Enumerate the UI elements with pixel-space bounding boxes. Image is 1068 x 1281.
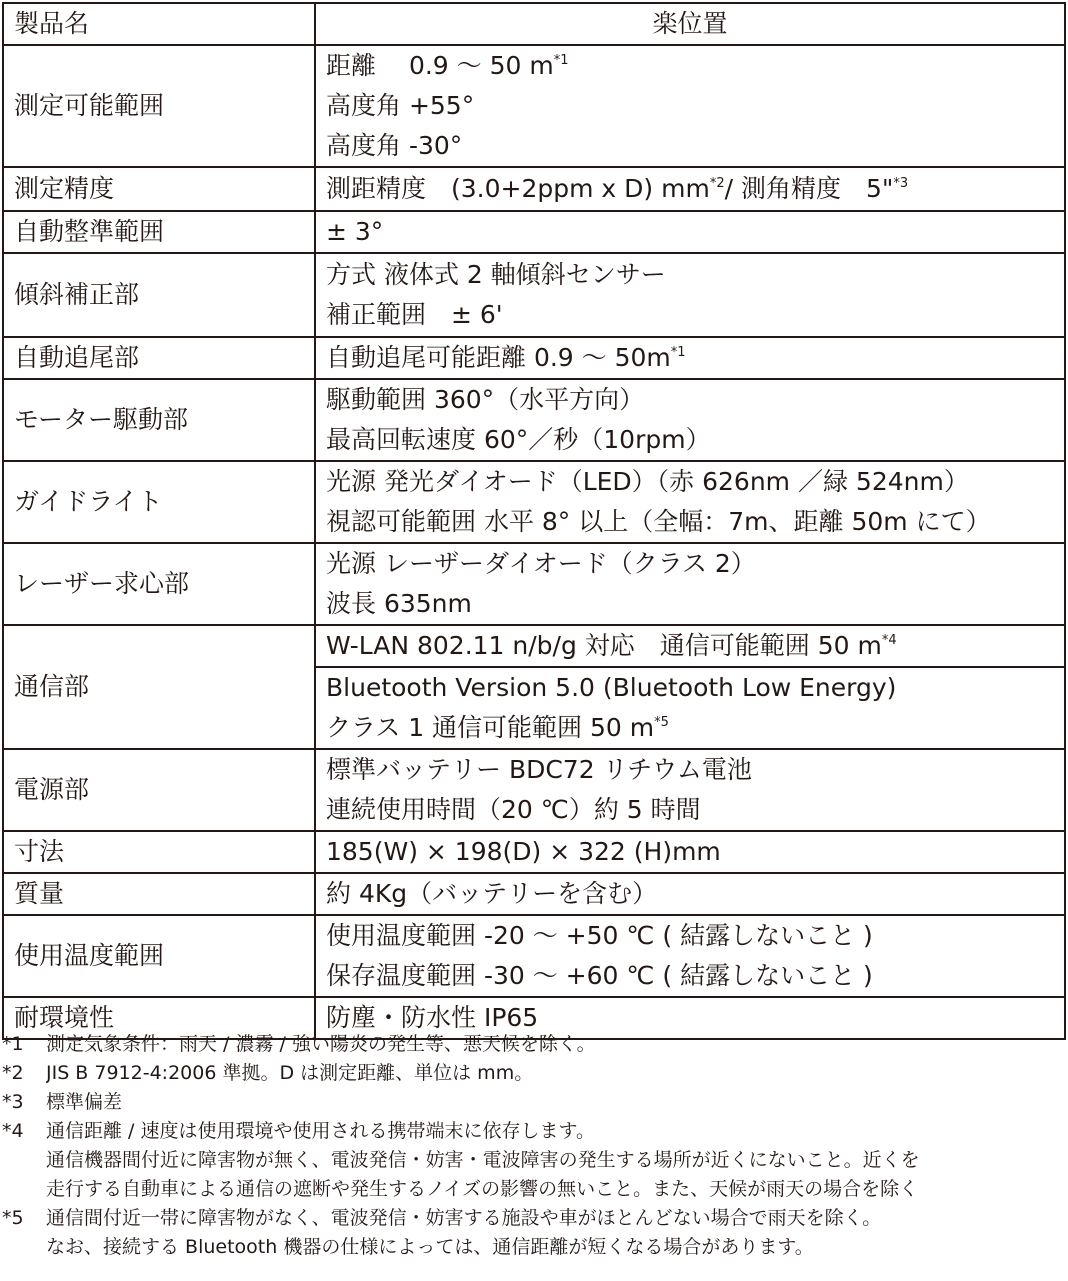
table-row — [3, 831, 1065, 873]
footnote-text: 通信距離 / 速度は使用環境や使用される携帯端末に依存します。 — [46, 1120, 595, 1142]
row-label: 測定精度 — [3, 167, 315, 211]
value-line: 波長 635nm — [326, 589, 472, 618]
footnote-ref: *3 — [893, 176, 909, 191]
row-label: 電源部 — [3, 749, 315, 831]
row-label: モーター駆動部 — [3, 379, 315, 461]
footnote — [2, 1059, 1066, 1088]
value-line: 最高回転速度 60°／秒（10rpm） — [326, 425, 711, 454]
row-label: 質量 — [3, 873, 315, 915]
table-row — [3, 337, 1065, 379]
footnote-ref: *2 — [709, 176, 725, 191]
table-row — [3, 211, 1065, 253]
footnote-text: なお、接続する Bluetooth 機器の仕様によっては、通信距離が短くなる場合があります。 — [46, 1236, 814, 1258]
table-row — [3, 915, 1065, 997]
row-value — [315, 461, 1065, 543]
value-line: 駆動範囲 360°（水平方向） — [326, 385, 645, 414]
value-line: クラス 1 通信可能範囲 50 $m^{*5}$ — [326, 713, 669, 742]
value-line: 高度角 -30° — [326, 131, 463, 160]
table-row — [3, 253, 1065, 337]
footnote-mark: *5 — [2, 1207, 24, 1229]
value-line: 連続使用時間（20 ℃）約 5 時間 — [326, 795, 701, 824]
row-value — [315, 749, 1065, 831]
footnote-ref: *4 — [881, 633, 897, 648]
value-line: 光源 発光ダイオード（LED）（赤 626nm ／緑 524nm） — [326, 467, 969, 496]
spec-table — [2, 2, 1066, 1040]
footnote-text: 通信間付近一帯に障害物がなく、電波発信・妨害する施設や車がほとんどない場合で雨天を除く。 — [46, 1207, 882, 1229]
row-value — [315, 167, 1065, 211]
footnote — [2, 1204, 1066, 1233]
value-line: 保存温度範囲 -30 ～ +60 ℃ ( 結露しないこと ) — [326, 961, 873, 990]
table-header-row — [3, 3, 1065, 45]
row-label: 自動整準範囲 — [3, 211, 315, 253]
row-value — [315, 873, 1065, 915]
row-value — [315, 831, 1065, 873]
footnote — [2, 1088, 1066, 1117]
value-line: 補正範囲 ± 6' — [326, 300, 503, 329]
header-label: 製品名 — [3, 3, 315, 45]
value-line: 防塵・防水性 IP65 — [326, 1003, 539, 1032]
footnote-text: 通信機器間付近に障害物が無く、電波発信・妨害・電波障害の発生する場所が近くにないこと。近くを — [46, 1149, 920, 1171]
footnotes — [2, 1030, 1066, 1262]
row-label: 自動追尾部 — [3, 337, 315, 379]
footnote-ref: *1 — [670, 345, 686, 360]
row-label: ガイドライト — [3, 461, 315, 543]
footnote-mark — [2, 1175, 46, 1204]
row-value-wlan — [315, 625, 1065, 667]
value-line: 距離 0.9 ～ 50 $m^{*1}$ — [326, 51, 569, 80]
footnote — [2, 1233, 1066, 1262]
table-row — [3, 749, 1065, 831]
table-row — [3, 873, 1065, 915]
row-label: 傾斜補正部 — [3, 253, 315, 337]
value-line: 使用温度範囲 -20 ～ +50 ℃ ( 結露しないこと ) — [326, 921, 873, 950]
value-line: 自動追尾可能距離 0.9 ～ $50m^{*1}$ — [326, 343, 686, 372]
footnote — [2, 1175, 1066, 1204]
table-row — [3, 45, 1065, 167]
table-row — [3, 543, 1065, 625]
row-value — [315, 337, 1065, 379]
footnote-mark: *1 — [2, 1033, 24, 1055]
row-label: 耐環境性 — [3, 997, 315, 1039]
value-line: 測距精度 (3.0+2ppm x D) $mm^{*2}/$ 測角精度 5"$^{*3}$ — [326, 174, 909, 203]
footnote-text: 標準偏差 — [46, 1091, 123, 1113]
row-value — [315, 379, 1065, 461]
footnote — [2, 1117, 1066, 1146]
footnote-text: JIS B 7912-4:2006 準拠。D は測定距離、単位は mm。 — [46, 1062, 534, 1084]
footnote-ref: *5 — [654, 715, 669, 730]
row-value — [315, 543, 1065, 625]
footnote-mark — [2, 1233, 46, 1262]
footnote-mark — [2, 1146, 46, 1175]
table-row — [3, 625, 1065, 667]
table-row — [3, 379, 1065, 461]
footnote-ref: *1 — [553, 53, 569, 68]
footnote-mark: *2 — [2, 1062, 24, 1084]
footnote-mark: *4 — [2, 1120, 24, 1142]
footnote — [2, 1146, 1066, 1175]
row-label: 測定可能範囲 — [3, 45, 315, 167]
row-label: レーザー求心部 — [3, 543, 315, 625]
footnote-text: 走行する自動車による通信の遮断や発生するノイズの影響の無いこと。また、天候が雨天の場合を除く — [46, 1178, 919, 1200]
table-row — [3, 167, 1065, 211]
value-line: 185(W) × 198(D) × 322 (H)mm — [326, 837, 721, 866]
row-value — [315, 253, 1065, 337]
footnote-text: 測定気象条件：雨天 / 濃霧 / 強い陽炎の発生等、悪天候を除く。 — [46, 1033, 596, 1055]
value-line: 高度角 +55° — [326, 91, 475, 120]
value-line: ± 3° — [326, 217, 384, 246]
value-line: 視認可能範囲 水平 8° 以上（全幅：7m、距離 50m にて） — [326, 507, 991, 536]
value-line: Bluetooth Version 5.0 (Bluetooth Low Energy) — [326, 673, 897, 702]
value-line: W-LAN 802.11 n/b/g 対応 通信可能範囲 50 $m^{*4}$ — [326, 631, 897, 660]
header-value: 楽位置 — [315, 3, 1065, 45]
row-value-bluetooth — [315, 667, 1065, 749]
row-value — [315, 915, 1065, 997]
row-value — [315, 211, 1065, 253]
row-value — [315, 45, 1065, 167]
value-line: 方式 液体式 2 軸傾斜センサー — [326, 260, 666, 289]
value-line: 光源 レーザーダイオード（クラス 2） — [326, 549, 756, 578]
footnote — [2, 1030, 1066, 1059]
row-label: 使用温度範囲 — [3, 915, 315, 997]
row-label: 通信部 — [3, 625, 315, 749]
value-line: 標準バッテリー BDC72 リチウム電池 — [326, 755, 752, 784]
table-row — [3, 461, 1065, 543]
footnote-mark: *3 — [2, 1091, 24, 1113]
row-label: 寸法 — [3, 831, 315, 873]
value-line: 約 4Kg（バッテリーを含む） — [326, 879, 658, 908]
